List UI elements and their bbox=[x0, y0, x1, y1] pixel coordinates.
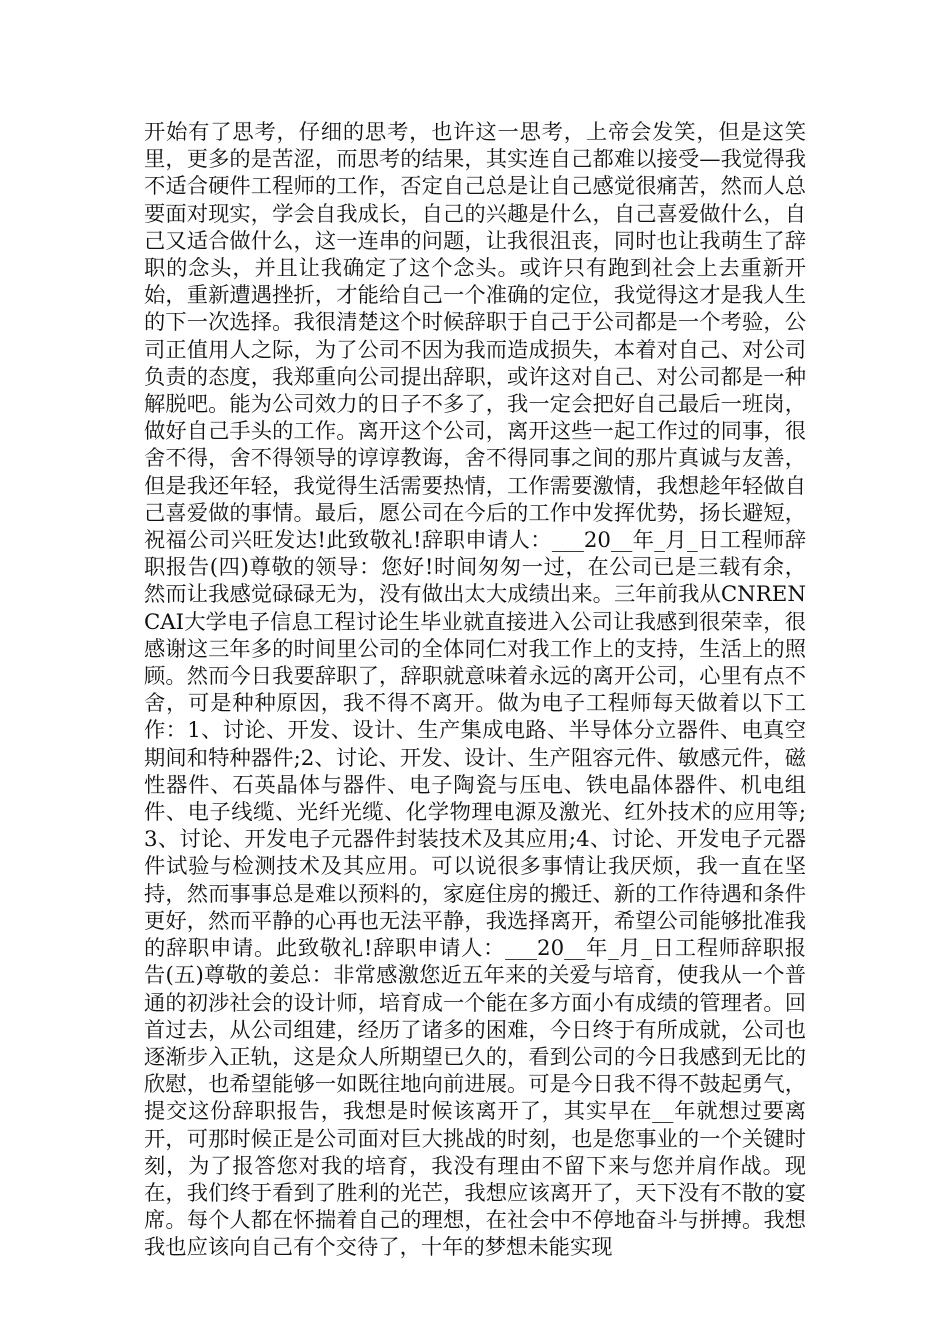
body-paragraph: 开始有了思考，仔细的思考，也许这一思考，上帝会发笑，但是这笑里，更多的是苦涩，而思考的结果，其实连自己都难以接受—我觉得我不适合硬件工程师的工作，否定自己总是让自己感觉很痛苦，然而人总要面对现实，学会自我成长，自己的兴趣是什么，自己喜爱做什么，自己又适合做什么，这一连串的问题，让我很沮丧，同时也让我萌生了辞职的念头，并且让我确定了这个念头。或许只有跑到社会上去重新开始，重新遭遇挫折，才能给自己一个准确的定位，我觉得这才是我人生的下一次选择。我很清楚这个时候辞职于自己于公司都是一个考验，公司正值用人之际，为了公司不因为我而造成损失，本着对自己、对公司负责的态度，我郑重向公司提出辞职，或许这对自己、对公司都是一种解脱吧。能为公司效力的日子不多了，我一定会把好自己最后一班岗，做好自己手头的工作。离开这个公司，离开这些一起工作过的同事，很舍不得，舍不得领导的谆谆教诲，舍不得同事之间的那片真诚与友善，但是我还年轻，我觉得生活需要热情，工作需要激情，我想趁年轻做自己喜爱做的事情。最后，愿公司在今后的工作中发挥优势，扬长避短，祝福公司兴旺发达!此致敬礼!辞职申请人：___20__年_月_日工程师辞职报告(四)尊敬的领导：您好!时间匆匆一过，在公司已是三载有余，然而让我感觉碌碌无为，没有做出太大成绩出来。三年前我从CNRENCAI大学电子信息工程讨论生毕业就直接进入公司让我感到很荣幸，很感谢这三年多的时间里公司的全体同仁对我工作上的支持，生活上的照顾。然而今日我要辞职了，辞职就意味着永远的离开公司，心里有点不舍，可是种种原因，我不得不离开。做为电子工程师每天做着以下工作：1、讨论、开发、设计、生产集成电路、半导体分立器件、电真空期间和特种器件;2、讨论、开发、设计、生产阻容元件、敏感元件，磁性器件、石英晶体与器件、电子陶瓷与压电、铁电晶体器件、机电组件、电子线缆、光纤光缆、化学物理电源及激光、红外技术的应用等;3、讨论、开发电子元器件封装技术及其应用;4、讨论、开发电子元器件试验与检测技术及其应用。可以说很多事情让我厌烦，我一直在坚持，然而事事总是难以预料的，家庭住房的搬迁、新的工作待遇和条件更好，然而平静的心再也无法平静，我选择离开，希望公司能够批准我的辞职申请。此致敬礼!辞职申请人：___20__年_月_日工程师辞职报告(五)尊敬的姜总：非常感激您近五年来的关爱与培育，使我从一个普通的初涉社会的设计师，培育成一个能在多方面小有成绩的管理者。回首过去，从公司组建，经历了诸多的困难，今日终于有所成就，公司也逐渐步入正轨，这是众人所期望已久的，看到公司的今日我感到无比的欣慰，也希望能够一如既往地向前进展。可是今日我不得不鼓起勇气，提交这份辞职报告，我想是时候该离开了，其实早在__年就想过要离开，可那时候正是公司面对巨大挑战的时刻，也是您事业的一个关键时刻，为了报答您对我的培育，我没有理由不留下来与您并肩作战。现在，我们终于看到了胜利的光芒，我想应该离开了，天下没有不散的宴席。每个人都在怀揣着自己的理想，在社会中不停地奋斗与拼搏。我想我也应该向自己有个交待了，十年的梦想未能实现 bbox=[144, 120, 806, 1261]
